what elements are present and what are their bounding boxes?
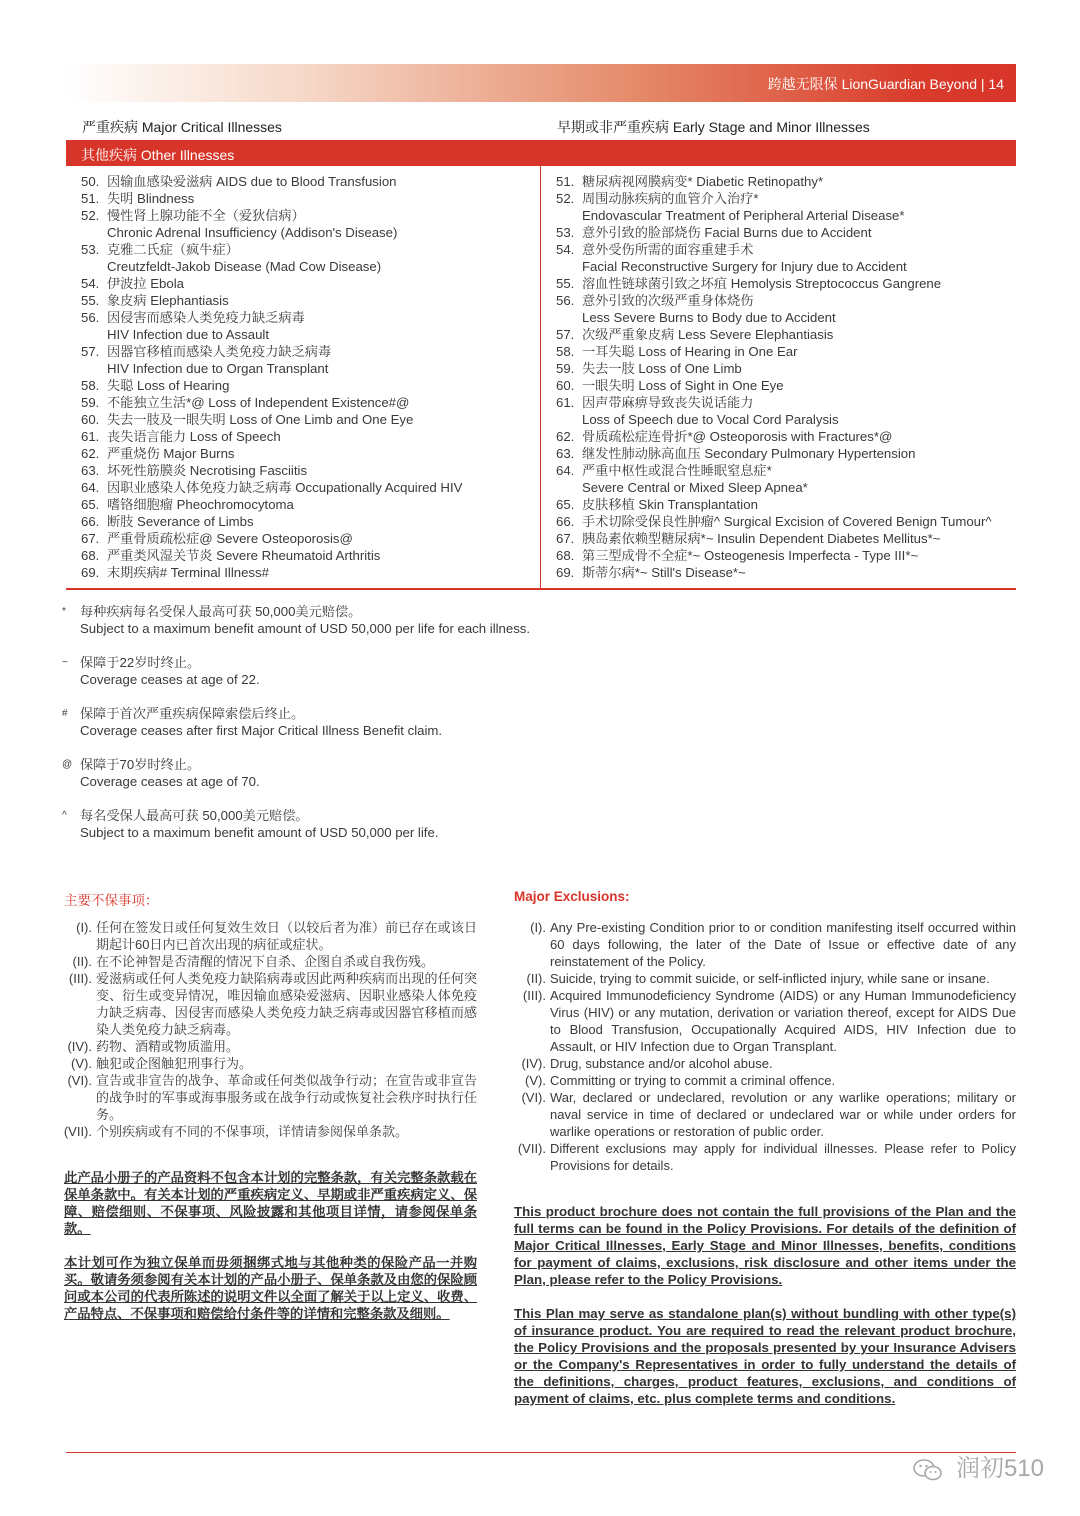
- item-text: 伊波拉 Ebola: [107, 276, 184, 291]
- left-column-title: 严重疾病 Major Critical Illnesses: [82, 119, 282, 135]
- item-text: 失去一肢 Loss of One Limb: [582, 361, 742, 376]
- list-item: [556, 173, 992, 190]
- footnote-symbol: #: [62, 708, 68, 719]
- list-item: [556, 292, 992, 309]
- list-item: [556, 343, 992, 360]
- list-item: [81, 496, 462, 513]
- item-text: 失明 Blindness: [107, 191, 195, 206]
- item-number: 65.: [81, 497, 100, 512]
- item-text: 严重骨质疏松症@ Severe Osteoporosis@: [107, 531, 353, 546]
- item-number: 53.: [556, 225, 575, 240]
- item-text: 一眼失明 Loss of Sight in One Eye: [582, 378, 784, 393]
- item-number: 56.: [556, 293, 575, 308]
- item-text: 因输血感染爱滋病 AIDS due to Blood Transfusion: [107, 174, 397, 189]
- item-number: 59.: [81, 395, 100, 410]
- list-item: [81, 530, 462, 547]
- notice-en-1: This product brochure does not contain the full provisions of the Plan and the full terms can be found in the Policy Provisions. For details of the definition of Major Critical Illnesses, Early Stage and Minor Illnesses, benefits, conditions for payment of claims, exclusions, risk disclosure and other items under the Plan, please refer to the Policy Provisions.: [514, 1204, 1016, 1287]
- exclusion-mark: (IV).: [67, 1039, 92, 1054]
- exclusion-item: [516, 1140, 1016, 1174]
- list-item: [556, 547, 992, 564]
- wechat-icon: [913, 1458, 943, 1482]
- item-number: 67.: [81, 531, 100, 546]
- right-illness-list: [556, 173, 992, 581]
- exclusion-mark: (V).: [71, 1056, 92, 1071]
- item-number: 57.: [556, 327, 575, 342]
- item-text-continued: HIV Infection due to Assault: [107, 327, 270, 342]
- item-text: 手术切除受保良性肿瘤^ Surgical Excision of Covered Benign Tumour^: [582, 514, 992, 529]
- item-number: 65.: [556, 497, 575, 512]
- footnote-zh: 保障于22岁时终止。: [80, 655, 201, 670]
- item-text-continued: Chronic Adrenal Insufficiency (Addison's Disease): [107, 225, 398, 240]
- page-header-title: 跨越无限保 LionGuardian Beyond | 14: [767, 76, 1004, 92]
- exclusions-zh-list: [62, 919, 477, 1140]
- exclusion-text: Any Pre-existing Condition prior to or condition manifesting itself occurred within 60 days following, the later of the Date of Issue or effective date of any reinstatement of the Policy.: [550, 920, 1016, 969]
- list-item: [81, 428, 462, 445]
- item-text: 一耳失聪 Loss of Hearing in One Ear: [582, 344, 798, 359]
- exclusion-item: [516, 1055, 1016, 1072]
- exclusion-item: [62, 1072, 477, 1123]
- footnote-en: Subject to a maximum benefit amount of USD 50,000 per life.: [80, 825, 439, 840]
- item-number: 66.: [81, 514, 100, 529]
- exclusion-mark: (VII).: [63, 1124, 92, 1139]
- exclusion-item: [516, 1072, 1016, 1089]
- exclusion-text: 任何在签发日或任何复效生效日（以较后者为准）前已存在或该日期起计60日内已首次出现的病征或症状。: [96, 920, 477, 952]
- item-number: 51.: [81, 191, 100, 206]
- list-item: [81, 377, 462, 394]
- exclusion-text: 宣告或非宣告的战争、革命或任何类似战争行动；在宣告或非宣告的战争时的军事或海事服务或在战争行动或恢复社会秩序时执行任务。: [96, 1073, 477, 1122]
- list-item: [81, 564, 462, 581]
- item-text-continued: Facial Reconstructive Surgery for Injury due to Accident: [582, 259, 907, 274]
- item-text: 继发性肺动脉高血压 Secondary Pulmonary Hypertension: [582, 446, 916, 461]
- exclusion-mark: (IV).: [521, 1056, 546, 1071]
- item-number: 61.: [81, 429, 100, 444]
- item-number: 52.: [81, 208, 100, 223]
- list-item: [556, 496, 992, 513]
- item-number: 52.: [556, 191, 575, 206]
- watermark: [913, 1448, 1044, 1483]
- right-column-title: 早期或非严重疾病 Early Stage and Minor Illnesses: [557, 119, 870, 135]
- item-text: 骨质疏松症连骨折*@ Osteoporosis with Fractures*@: [582, 429, 893, 444]
- item-text: 克雅二氏症（疯牛症）: [107, 242, 239, 257]
- exclusion-item: [62, 919, 477, 953]
- footnote-zh: 保障于首次严重疾病保障索偿后终止。: [80, 706, 305, 721]
- item-text: 严重中枢性或混合性睡眠窒息症*: [582, 463, 772, 478]
- item-number: 69.: [556, 565, 575, 580]
- list-item: [556, 377, 992, 394]
- list-item: [556, 275, 992, 292]
- item-text: 第三型成骨不全症*~ Osteogenesis Imperfecta - Type III*~: [582, 548, 919, 563]
- footnotes: [62, 603, 530, 858]
- footnote-symbol: ~: [62, 657, 68, 668]
- exclusion-item: [516, 919, 1016, 970]
- notice-en-2: This Plan may serve as standalone plan(s) without bundling with other type(s) of insurance product. You are required to read the relevant product brochure, the Policy Provisions and the proposals presented by your Insurance Advisers or the Company's Representatives in order to fully understand the details of the definitions, charges, product features, exclusions, and conditions of payment of claims, etc. plus complete terms and conditions.: [514, 1306, 1016, 1406]
- item-text-continued: Less Severe Burns to Body due to Accident: [582, 310, 836, 325]
- exclusion-item: [516, 970, 1016, 987]
- item-number: 61.: [556, 395, 575, 410]
- exclusion-item: [62, 1123, 477, 1140]
- item-number: 54.: [81, 276, 100, 291]
- item-text: 意外引致的脸部烧伤 Facial Burns due to Accident: [582, 225, 872, 240]
- exclusion-item: [62, 1055, 477, 1072]
- item-text: 溶血性链球菌引致之坏疽 Hemolysis Streptococcus Gangrene: [582, 276, 942, 291]
- item-text: 末期疾病# Terminal Illness#: [107, 565, 269, 580]
- item-number: 56.: [81, 310, 100, 325]
- list-item: [81, 547, 462, 564]
- exclusion-mark: (I).: [76, 920, 92, 935]
- exclusion-item: [516, 987, 1016, 1055]
- list-item: [81, 190, 462, 207]
- exclusion-mark: (III).: [68, 971, 92, 986]
- list-item: [556, 530, 992, 547]
- footnote: [62, 705, 530, 739]
- exclusions-en-title: Major Exclusions:: [514, 889, 630, 904]
- exclusion-text: 药物、酒精或物质滥用。: [96, 1039, 240, 1054]
- list-item: [81, 173, 462, 190]
- item-number: 67.: [556, 531, 575, 546]
- item-number: 63.: [81, 463, 100, 478]
- item-number: 50.: [81, 174, 100, 189]
- exclusion-text: Acquired Immunodeficiency Syndrome (AIDS) or any Human Immunodeficiency Virus (HIV) or any mutation, derivation or variation thereof, except for AIDS Due to Blood Transfusion, Occupationally Acquired AIDS, HIV Infection due to Assault, or HIV Infection due to Organ Transplant.: [550, 988, 1016, 1054]
- item-text-continued: Endovascular Treatment of Peripheral Arterial Disease*: [582, 208, 905, 223]
- item-text: 失去一肢及一眼失明 Loss of One Limb and One Eye: [107, 412, 414, 427]
- item-number: 62.: [81, 446, 100, 461]
- list-item: [81, 411, 462, 428]
- list-item: [556, 564, 992, 581]
- list-item: [81, 513, 462, 530]
- list-item: [81, 343, 462, 360]
- exclusion-text: 触犯或企图触犯刑事行为。: [96, 1056, 253, 1071]
- item-text-continued: Severe Central or Mixed Sleep Apnea*: [582, 480, 808, 495]
- list-item: [81, 309, 462, 326]
- exclusion-item: [516, 1089, 1016, 1140]
- footnote-en: Coverage ceases at age of 70.: [80, 774, 260, 789]
- list-item: [81, 445, 462, 462]
- item-number: 64.: [556, 463, 575, 478]
- list-item: [81, 241, 462, 258]
- exclusion-text: Committing or trying to commit a criminal offence.: [550, 1073, 836, 1088]
- list-item: [556, 224, 992, 241]
- exclusion-mark: (VII).: [517, 1141, 546, 1156]
- list-item: [556, 445, 992, 462]
- footnote-zh: 保障于70岁时终止。: [80, 757, 201, 772]
- item-number: 54.: [556, 242, 575, 257]
- item-text: 象皮病 Elephantiasis: [107, 293, 229, 308]
- item-text: 严重类风湿关节炎 Severe Rheumatoid Arthritis: [107, 548, 381, 563]
- exclusion-text: 在不论神智是否清醒的情况下自杀、企图自杀或自我伤残。: [96, 954, 435, 969]
- exclusion-mark: (I).: [530, 920, 546, 935]
- item-text: 皮肤移植 Skin Transplantation: [582, 497, 758, 512]
- item-number: 55.: [81, 293, 100, 308]
- item-number: 57.: [81, 344, 100, 359]
- footnote: [62, 603, 530, 637]
- item-text: 丧失语言能力 Loss of Speech: [107, 429, 281, 444]
- item-text: 因器官移植而感染人类免疫力缺乏病毒: [107, 344, 332, 359]
- left-illness-list: [81, 173, 462, 581]
- footnote-symbol: @: [62, 759, 73, 770]
- exclusion-text: Drug, substance and/or alcohol abuse.: [550, 1056, 773, 1071]
- exclusion-mark: (III).: [522, 988, 546, 1003]
- footnote-zh: 每名受保人最高可获 50,000美元赔偿。: [80, 808, 309, 823]
- exclusion-text: 个别疾病或有不同的不保事项，详情请参阅保单条款。: [96, 1124, 409, 1139]
- item-text: 坏死性筋膜炎 Necrotising Fasciitis: [107, 463, 308, 478]
- exclusion-text: 爱滋病或任何人类免疫力缺陷病毒或因此两种疾病而出现的任何突变、衍生或变异情况，唯因输血感染爱滋病、因职业感染人体免疫力缺乏病毒、因侵害而感染人类免疫力缺乏病毒或因器官移植而感染人类免疫力缺乏病毒。: [96, 971, 477, 1037]
- item-number: 55.: [556, 276, 575, 291]
- item-text-continued: HIV Infection due to Organ Transplant: [107, 361, 329, 376]
- item-text: 因职业感染人体免疫力缺乏病毒 Occupationally Acquired HIV: [107, 480, 463, 495]
- item-text: 因侵害而感染人类免疫力缺乏病毒: [107, 310, 305, 325]
- list-item: [556, 326, 992, 343]
- exclusion-mark: (V).: [525, 1073, 546, 1088]
- footnote-en: Coverage ceases after first Major Critical Illness Benefit claim.: [80, 723, 443, 738]
- item-text: 慢性肾上腺功能不全（爱狄信病）: [107, 208, 305, 223]
- footnote-en: Coverage ceases at age of 22.: [80, 672, 260, 687]
- exclusions-zh-title: 主要不保事项：: [64, 893, 159, 908]
- footnote-en: Subject to a maximum benefit amount of USD 50,000 per life for each illness.: [80, 621, 531, 636]
- item-text: 因声带麻痹导致丧失说话能力: [582, 395, 754, 410]
- list-item: [81, 275, 462, 292]
- exclusion-text: War, declared or undeclared, revolution or any warlike operations; military or naval service in time of declared or undeclared war or while under orders for warlike operations or restoration of public order.: [550, 1090, 1016, 1139]
- item-number: 63.: [556, 446, 575, 461]
- item-text: 糖尿病视网膜病变* Diabetic Retinopathy*: [582, 174, 824, 189]
- item-number: 59.: [556, 361, 575, 376]
- list-item: [81, 462, 462, 479]
- exclusion-mark: (VI).: [67, 1073, 92, 1088]
- item-text: 不能独立生活*@ Loss of Independent Existence#@: [107, 395, 410, 410]
- footnote-symbol: *: [62, 606, 66, 617]
- item-number: 69.: [81, 565, 100, 580]
- item-text: 意外受伤所需的面容重建手术: [582, 242, 754, 257]
- item-text-continued: Creutzfeldt-Jakob Disease (Mad Cow Disease): [107, 259, 382, 274]
- exclusions-en-list: [516, 919, 1016, 1174]
- footer-rule: [66, 1452, 1016, 1453]
- item-text: 断肢 Severance of Limbs: [107, 514, 254, 529]
- table-bottom-rule: [66, 588, 1016, 590]
- exclusion-text: Suicide, trying to commit suicide, or self-inflicted injury, while sane or insane.: [550, 971, 990, 986]
- list-item: [556, 190, 992, 207]
- footnote-zh: 每种疾病每名受保人最高可获 50,000美元赔偿。: [80, 604, 362, 619]
- list-item: [556, 360, 992, 377]
- item-text: 斯蒂尔病*~ Still's Disease*~: [582, 565, 746, 580]
- footnote: [62, 654, 530, 688]
- exclusion-item: [62, 970, 477, 1038]
- notice-zh-1: 此产品小册子的产品资料不包含本计划的完整条款，有关完整条款载在保单条款中。有关本计划的严重疾病定义、早期或非严重疾病定义、保障、赔偿细则、不保事项、风险披露和其他项目详情，请参阅保单条款。: [64, 1170, 477, 1236]
- item-number: 64.: [81, 480, 100, 495]
- item-text: 次级严重象皮病 Less Severe Elephantiasis: [582, 327, 834, 342]
- footnote-symbol: ^: [62, 810, 67, 821]
- exclusion-mark: (II).: [526, 971, 546, 986]
- item-text: 周围动脉疾病的血管介入治疗*: [582, 191, 759, 206]
- item-number: 58.: [556, 344, 575, 359]
- item-text: 失聪 Loss of Hearing: [107, 378, 230, 393]
- item-number: 60.: [81, 412, 100, 427]
- footnote: [62, 756, 530, 790]
- item-number: 66.: [556, 514, 575, 529]
- list-item: [556, 513, 992, 530]
- item-text: 严重烧伤 Major Burns: [107, 446, 235, 461]
- exclusion-mark: (VI).: [521, 1090, 546, 1105]
- item-number: 62.: [556, 429, 575, 444]
- exclusion-mark: (II).: [72, 954, 92, 969]
- section-bar-label: 其他疾病 Other Illnesses: [81, 147, 235, 163]
- item-text: 嗜铬细胞瘤 Pheochromocytoma: [107, 497, 294, 512]
- section-bar: [66, 140, 1016, 166]
- list-item: [556, 241, 992, 258]
- list-item: [81, 479, 462, 496]
- exclusion-text: Different exclusions may apply for individual illnesses. Please refer to Policy Provisions for details.: [550, 1141, 1016, 1173]
- item-number: 60.: [556, 378, 575, 393]
- item-number: 68.: [81, 548, 100, 563]
- footnote: [62, 807, 530, 841]
- exclusion-item: [62, 1038, 477, 1055]
- item-text: 意外引致的次级严重身体烧伤: [582, 293, 754, 308]
- list-item: [556, 462, 992, 479]
- header-band: [66, 64, 1016, 102]
- list-item: [81, 207, 462, 224]
- notice-zh-2: 本计划可作为独立保单而毋须捆绑式地与其他种类的保险产品一并购买。敬请务须参阅有关本计划的产品小册子、保单条款及由您的保险顾问或本公司的代表所陈述的说明文件以全面了解关于以上定义、收费、产品特点、不保事项和赔偿给付条件等的详情和完整条款及细则。: [64, 1255, 477, 1321]
- item-number: 68.: [556, 548, 575, 563]
- item-number: 53.: [81, 242, 100, 257]
- column-divider: [540, 166, 541, 590]
- item-number: 51.: [556, 174, 575, 189]
- item-text-continued: Loss of Speech due to Vocal Cord Paralysis: [582, 412, 839, 427]
- list-item: [81, 394, 462, 411]
- list-item: [556, 428, 992, 445]
- item-text: 胰岛素依赖型糖尿病*~ Insulin Dependent Diabetes Mellitus*~: [582, 531, 941, 546]
- item-number: 58.: [81, 378, 100, 393]
- watermark-text: 润初510: [955, 1455, 1044, 1482]
- exclusion-item: [62, 953, 477, 970]
- list-item: [556, 394, 992, 411]
- list-item: [81, 292, 462, 309]
